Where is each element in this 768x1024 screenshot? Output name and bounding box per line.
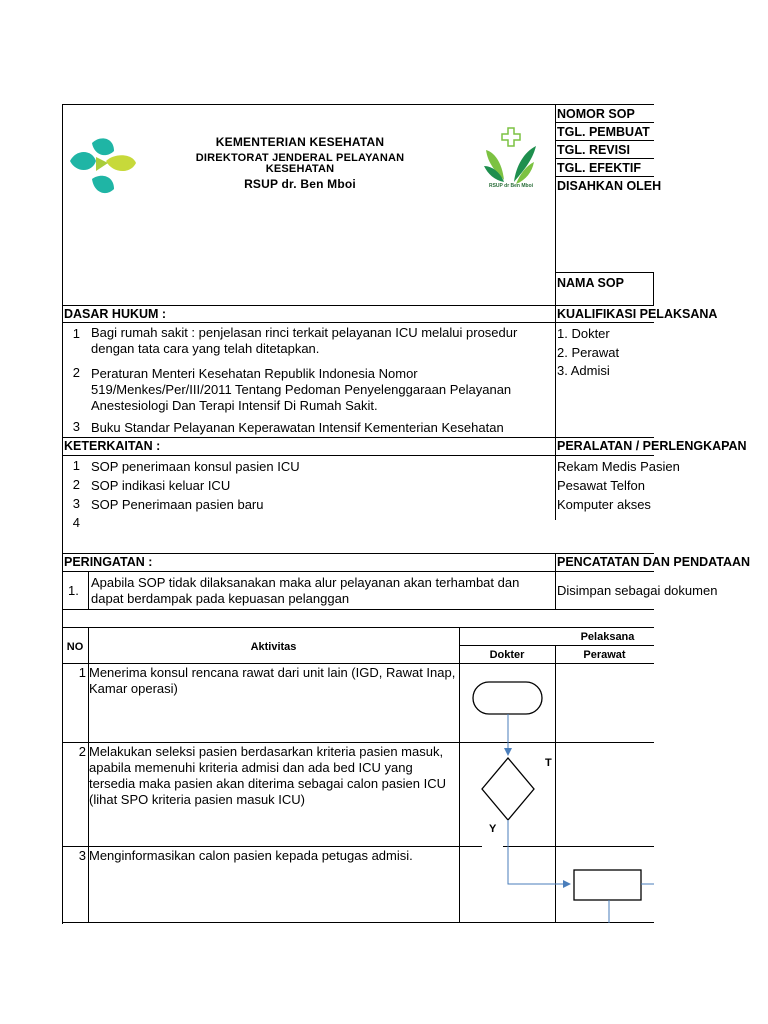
sop-name-label: NAMA SOP	[557, 276, 624, 290]
hospital-name: RSUP dr. Ben Mboi	[244, 177, 356, 191]
directorate-title: DIREKTORAT JENDERAL PELAYANAN KESEHATAN	[195, 152, 405, 175]
kualifikasi-item: 3. Admisi	[557, 363, 610, 378]
meta-label-tgl-efektif: TGL. EFEKTIF	[557, 161, 642, 175]
activity-text: Melakukan seleksi pasien berdasarkan kriteria pasien masuk, apabila memenuhi kriteria admisi dan ada bed ICU yang tersedia maka pasien akan diterima sebagai calon pasien ICU (lihat SPO kriteria pasien masuk ICU)	[89, 744, 446, 807]
meta-label-tgl-revisi: TGL. REVISI	[557, 143, 630, 157]
dasar-hukum-no: 3	[72, 419, 80, 434]
dasar-hukum-title: DASAR HUKUM :	[64, 307, 167, 321]
activity-no: 2	[78, 744, 86, 759]
dasar-hukum-item: Buku Standar Pelayanan Keperawatan Intensif Kementerian Kesehatan	[91, 420, 504, 435]
peralatan-item: Pesawat Telfon	[557, 478, 645, 493]
peralatan-title: PERALATAN / PERLENGKAPAN	[557, 439, 747, 453]
start-terminator	[473, 682, 542, 714]
col-pelaksana-header: Pelaksana	[580, 631, 635, 643]
dasar-hukum-item: Peraturan Menteri Kesehatan Republik Indonesia Nomor 519/Menkes/Per/III/2011 Tentang Pedoman Penyelenggaraan Pelayanan Anestesiologi Dan Terapi Intensif Di Rumah Sakit.	[91, 366, 512, 413]
keterkaitan-no: 4	[72, 515, 80, 530]
decision-diamond	[482, 758, 534, 820]
kemenkes-logo	[66, 133, 138, 199]
peringatan-text: Apabila SOP tidak dilaksanakan maka alur pelayanan akan terhambat dan dapat berdampak pada kepuasan pelanggan	[91, 575, 520, 606]
col-dokter-header: Dokter	[489, 649, 525, 661]
activity-no: 3	[78, 848, 86, 863]
decision-yes-label: Y	[489, 823, 497, 835]
keterkaitan-item: SOP Penerimaan pasien baru	[91, 497, 264, 512]
keterkaitan-no: 2	[72, 477, 80, 492]
dasar-hukum-no: 1	[72, 326, 80, 341]
flowchart	[459, 663, 654, 923]
col-no-header: NO	[66, 641, 84, 653]
activity-no: 1	[78, 665, 86, 680]
col-activity-header: Aktivitas	[250, 641, 297, 653]
peralatan-item: Komputer akses	[557, 497, 651, 512]
connector-2	[508, 820, 570, 884]
meta-label-disahkan: DISAHKAN OLEH	[557, 179, 662, 193]
meta-label-tgl-pembuat: TGL. PEMBUAT	[557, 125, 650, 139]
peringatan-no: 1.	[68, 583, 79, 598]
activity-text: Menerima konsul rencana rawat dari unit lain (IGD, Rawat Inap, Kamar operasi)	[89, 665, 456, 696]
kualifikasi-title: KUALIFIKASI PELAKSANA	[557, 307, 718, 321]
decision-true-label: T	[545, 757, 552, 769]
meta-label-nomor: NOMOR SOP	[557, 107, 635, 121]
activity-text: Menginformasikan calon pasien kepada petugas admisi.	[89, 848, 413, 863]
ministry-title: KEMENTERIAN KESEHATAN	[215, 135, 385, 149]
keterkaitan-item: SOP penerimaan konsul pasien ICU	[91, 459, 300, 474]
peralatan-item: Rekam Medis Pasien	[557, 459, 680, 474]
process-box-admisi	[574, 870, 641, 900]
col-perawat-header: Perawat	[583, 649, 626, 661]
dasar-hukum-item: Bagi rumah sakit : penjelasan rinci terkait pelayanan ICU melalui prosedur dengan tata cara yang telah ditetapkan.	[91, 325, 518, 356]
dasar-hukum-no: 2	[72, 365, 80, 380]
pencatatan-text: Disimpan sebagai dokumen	[557, 583, 718, 598]
keterkaitan-title: KETERKAITAN :	[64, 439, 161, 453]
keterkaitan-no: 3	[72, 496, 80, 511]
keterkaitan-no: 1	[72, 458, 80, 473]
pencatatan-title: PENCATATAN DAN PENDATAAN	[557, 555, 751, 569]
kualifikasi-item: 1. Dokter	[557, 326, 610, 341]
peringatan-title: PERINGATAN :	[64, 555, 153, 569]
logo-caption: RSUP dr Ben Mboi	[488, 183, 534, 189]
keterkaitan-item: SOP indikasi keluar ICU	[91, 478, 231, 493]
kualifikasi-item: 2. Perawat	[557, 345, 620, 360]
